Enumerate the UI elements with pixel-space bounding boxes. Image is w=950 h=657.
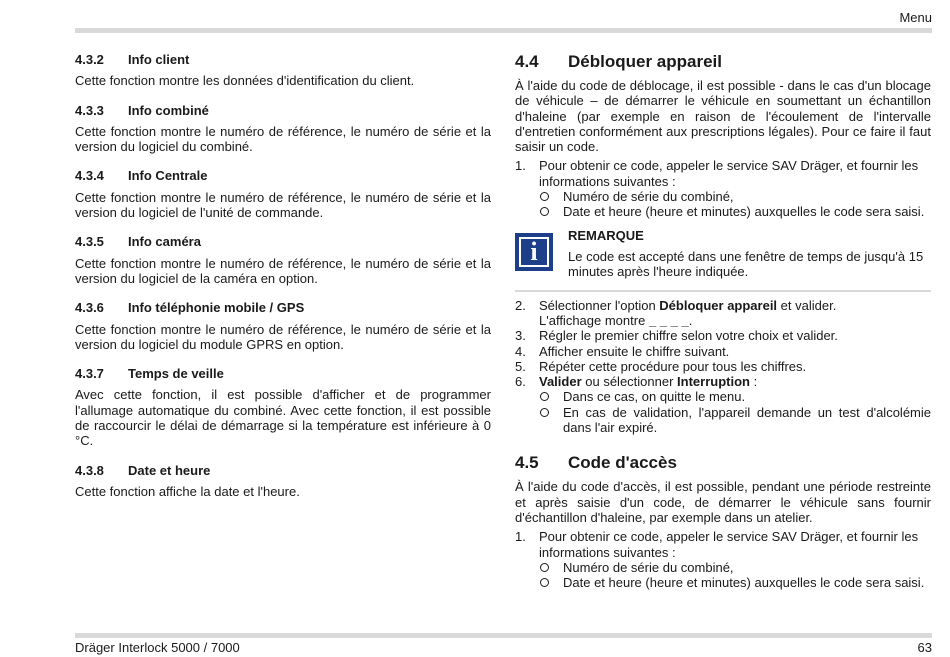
sub-item (539, 560, 931, 575)
note-box (515, 228, 931, 284)
section-body: Cette fonction montre le numéro de référence, le numéro de série et la version du logiciel de la caméra en option. (75, 255, 491, 286)
step-text: L'affichage montre (539, 312, 649, 328)
section-number: 4.5 (515, 453, 539, 473)
section-heading-4-4 (515, 52, 931, 72)
sub-item (539, 204, 931, 219)
sub-item (539, 575, 931, 590)
menu-option-label: Valider (539, 374, 582, 390)
section-body: Cette fonction montre le numéro de référence, le numéro de série et la version du logiciel de l'unité de commande. (75, 189, 491, 221)
steps-list (515, 529, 931, 590)
section-heading-4-5 (515, 453, 931, 473)
menu-option-label: Interruption (677, 374, 750, 390)
section-title: Info Centrale (128, 168, 208, 184)
footer-title: Dräger Interlock 5000 / 7000 (75, 640, 240, 655)
section-number: 4.3.4 (75, 168, 104, 184)
step-number: 1. (515, 529, 526, 545)
note-text: Le code est accepté dans une fenêtre de temps de jusqu'à 15 minutes après l'heure indiquée. (568, 248, 924, 280)
section-4-3-5 (75, 234, 491, 286)
step-text: Sélectionner l'option (539, 297, 660, 313)
section-title: Info client (128, 52, 190, 67)
sub-list (539, 389, 931, 435)
step-text: : (749, 374, 758, 390)
step-item (515, 529, 931, 590)
section-4-3-3 (75, 103, 491, 155)
section-body: Cette fonction montre le numéro de référence, le numéro de série et la version du logiciel du module GPRS en option. (75, 321, 491, 352)
step-text: Pour obtenir ce code, appeler le service SAV Dräger, et fournir les informations suivantes : (539, 158, 919, 189)
circle-bullet-icon (540, 578, 549, 587)
section-number: 4.3.7 (75, 366, 104, 382)
step-number: 1. (515, 158, 526, 174)
section-4-3-8 (75, 463, 491, 500)
sub-item-text: Numéro de série du combiné, (563, 189, 734, 205)
step-text: ou sélectionner (581, 374, 678, 390)
section-body: Cette fonction affiche la date et l'heure. (75, 483, 300, 499)
section-title: Date et heure (128, 462, 211, 478)
sub-item (539, 389, 931, 404)
info-icon: i (515, 233, 553, 271)
steps-list (515, 298, 931, 436)
section-number: 4.3.3 (75, 102, 104, 118)
steps-list (515, 158, 931, 219)
step-number: 5. (515, 358, 526, 374)
sub-item (539, 189, 931, 204)
step-text: Afficher ensuite le chiffre suivant. (539, 343, 730, 359)
left-column (75, 52, 491, 513)
sub-item-text: Numéro de série du combiné, (563, 559, 734, 575)
circle-bullet-icon (540, 207, 549, 216)
step-item (515, 374, 931, 435)
sub-item-text: En cas de validation, l'appareil demande un test d'alcolémie dans l'air expiré. (563, 404, 931, 436)
step-text: Répéter cette procédure pour tous les chiffres. (539, 358, 807, 374)
step-item (515, 158, 931, 219)
circle-bullet-icon (540, 563, 549, 572)
section-4-3-2 (75, 52, 491, 89)
section-4-3-7 (75, 366, 491, 448)
step-text: et valider. (777, 297, 837, 313)
circle-bullet-icon (540, 192, 549, 201)
page-number: 63 (917, 640, 932, 655)
sub-item-text: Date et heure (heure et minutes) auxquelles le code sera saisi. (563, 204, 925, 220)
step-number: 4. (515, 343, 526, 359)
section-body: Cette fonction montre les données d'identification du client. (75, 73, 415, 89)
step-item (515, 344, 931, 359)
sub-list (539, 189, 931, 220)
circle-bullet-icon (540, 392, 549, 401)
header-rule (75, 28, 932, 33)
right-column (515, 52, 931, 590)
sub-item-text: Dans ce cas, on quitte le menu. (563, 389, 746, 405)
step-number: 2. (515, 297, 526, 313)
section-title: Débloquer appareil (568, 52, 722, 71)
section-title: Info téléphonie mobile / GPS (128, 300, 305, 316)
section-4-3-4 (75, 168, 491, 220)
section-body: Cette fonction montre le numéro de référence, le numéro de série et la version du logiciel du combiné. (75, 123, 491, 155)
step-number: 3. (515, 328, 526, 344)
section-title: Info caméra (128, 234, 201, 250)
note-title: REMARQUE (568, 227, 644, 243)
section-intro: À l'aide du code de déblocage, il est possible - dans le cas d'un blocage de véhicule – de démarrer le véhicule en soumettant un échantillon d'haleine (par exemple en raison de l'écoulement de l'intervalle d'entretien conformément aux prescriptions légales). Pour ce faire il faut saisir un code. (515, 78, 931, 155)
section-number: 4.3.5 (75, 234, 104, 250)
step-item (515, 298, 931, 329)
step-item (515, 359, 931, 374)
step-text: . (688, 312, 693, 328)
step-item (515, 328, 931, 343)
step-text: Pour obtenir ce code, appeler le service SAV Dräger, et fournir les informations suivantes : (539, 529, 919, 560)
circle-bullet-icon (540, 408, 549, 417)
section-number: 4.3.8 (75, 462, 104, 478)
section-title: Temps de veille (128, 366, 224, 382)
section-number: 4.3.2 (75, 52, 104, 67)
footer-rule (75, 633, 932, 638)
step-text: Régler le premier chiffre selon votre choix et valider. (539, 328, 838, 344)
section-title: Code d'accès (568, 453, 677, 473)
sub-list (539, 560, 931, 591)
note-divider (515, 290, 931, 292)
section-intro: À l'aide du code d'accès, il est possible, pendant une période restreinte et après saisie d'un code, de démarrer le véhicule sans fournir d'échantillon d'haleine, par exemple dans un atelier. (515, 479, 931, 525)
section-number: 4.4 (515, 52, 539, 71)
section-title: Info combiné (128, 102, 209, 118)
section-body: Avec cette fonction, il est possible d'afficher et de programmer l'allumage automatique du combiné. Avec cette fonction, il est possible de raccourcir le délai de démarrage si la température est inférieure à 0 °C. (75, 387, 491, 449)
section-4-3-6 (75, 300, 491, 352)
sub-item (539, 405, 931, 436)
sub-item-text: Date et heure (heure et minutes) auxquelles le code sera saisi. (563, 575, 925, 591)
display-code: _ _ _ _ (648, 312, 689, 328)
menu-option-label: Débloquer appareil (659, 297, 778, 313)
step-number: 6. (515, 374, 526, 390)
running-header: Menu (899, 10, 932, 25)
section-number: 4.3.6 (75, 300, 104, 316)
